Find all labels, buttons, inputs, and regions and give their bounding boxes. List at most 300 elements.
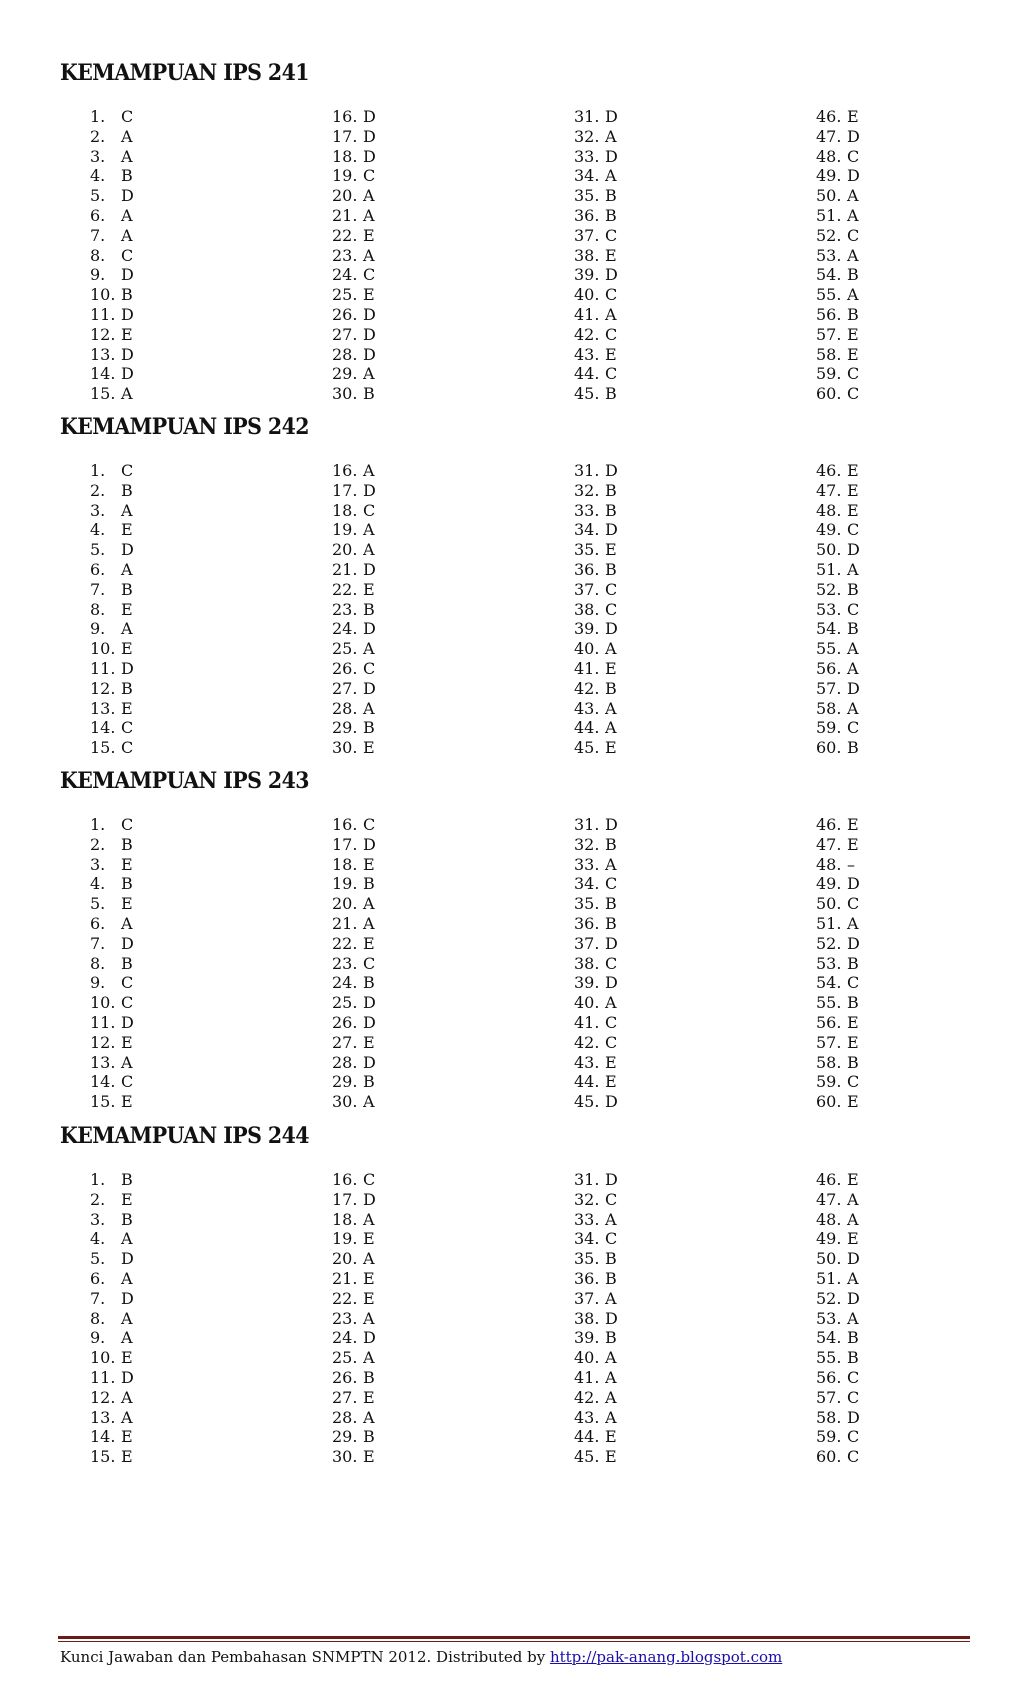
answer-row — [332, 639, 375, 659]
answer-letter: A — [605, 993, 617, 1013]
question-number: 59. — [816, 1072, 842, 1092]
answer-row — [816, 186, 859, 206]
question-number: 35. — [574, 186, 600, 206]
answer-letter: D — [121, 540, 134, 560]
answer-row — [332, 914, 375, 934]
answer-row — [90, 718, 133, 738]
question-number: 9. — [90, 1328, 106, 1348]
answer-row — [574, 1447, 617, 1467]
answer-letter: A — [121, 619, 133, 639]
answer-row — [816, 934, 860, 954]
answer-letter: D — [847, 1288, 860, 1308]
question-number: 58. — [816, 344, 842, 364]
answer-row — [574, 815, 618, 835]
answer-letter: B — [847, 953, 859, 973]
answer-letter: C — [847, 1368, 860, 1387]
answer-letter: C — [605, 1229, 618, 1249]
answer-letter: E — [605, 738, 617, 758]
answer-row — [332, 1427, 375, 1447]
answer-row — [574, 835, 617, 855]
question-number: 51. — [816, 914, 842, 933]
answer-letter: A — [605, 1407, 617, 1427]
answer-row — [816, 461, 859, 481]
question-number: 27. — [332, 1032, 358, 1052]
answer-row — [90, 1328, 133, 1348]
answer-letter: E — [847, 1229, 859, 1249]
question-number: 29. — [332, 364, 358, 384]
answer-row — [90, 679, 133, 699]
question-number: 40. — [574, 993, 600, 1013]
question-number: 43. — [574, 1052, 600, 1072]
answer-letter: E — [363, 933, 375, 953]
answer-row — [574, 659, 617, 679]
question-number: 5. — [90, 540, 106, 560]
answer-row — [574, 600, 617, 620]
question-number: 4. — [90, 166, 106, 186]
question-number: 31. — [574, 461, 600, 480]
answer-letter: B — [605, 894, 617, 914]
question-number: 8. — [90, 953, 106, 973]
question-number: 43. — [574, 1407, 600, 1427]
answer-row — [332, 1348, 375, 1368]
answer-letter: E — [605, 1447, 617, 1467]
answer-row — [574, 206, 617, 226]
answer-row — [332, 107, 376, 127]
answer-letter: D — [847, 1249, 860, 1269]
answer-letter: E — [121, 324, 133, 344]
answer-row — [816, 1289, 860, 1309]
answer-letter: D — [363, 146, 376, 166]
section-title: KEMAMPUAN IPS 244 — [60, 1123, 309, 1149]
question-number: 23. — [332, 245, 358, 265]
question-number: 40. — [574, 639, 600, 659]
answer-row — [816, 1309, 859, 1329]
question-number: 17. — [332, 480, 358, 500]
question-number: 3. — [90, 1209, 106, 1229]
answer-row — [816, 1328, 859, 1348]
answer-row — [90, 639, 133, 659]
answer-row — [574, 1289, 617, 1309]
question-number: 27. — [332, 678, 358, 698]
answer-letter: E — [363, 285, 375, 305]
answer-row — [816, 127, 860, 147]
answer-letter: A — [847, 1189, 859, 1209]
question-number: 5. — [90, 186, 106, 206]
answer-letter: B — [847, 993, 859, 1013]
answer-letter: C — [121, 993, 134, 1013]
question-number: 58. — [816, 698, 842, 718]
question-number: 22. — [332, 225, 358, 245]
answer-letter: E — [121, 1189, 133, 1209]
answer-row — [574, 461, 618, 481]
question-number: 11. — [90, 1368, 116, 1387]
answer-row — [90, 993, 133, 1013]
question-number: 55. — [816, 285, 842, 305]
answer-letter: D — [363, 619, 376, 639]
question-number: 32. — [574, 1189, 600, 1209]
question-number: 44. — [574, 1427, 600, 1447]
question-number: 59. — [816, 364, 842, 384]
answer-letter: C — [847, 520, 860, 540]
answer-letter: A — [363, 698, 375, 718]
question-number: 9. — [90, 973, 106, 993]
question-number: 12. — [90, 678, 116, 698]
answer-letter: C — [847, 146, 860, 166]
answer-row — [332, 815, 375, 835]
answer-letter: A — [363, 364, 375, 384]
question-number: 6. — [90, 914, 106, 933]
answer-letter: C — [121, 461, 134, 480]
question-number: 14. — [90, 718, 116, 738]
answer-letter: B — [847, 738, 859, 758]
question-number: 47. — [816, 834, 842, 854]
answer-letter: D — [605, 265, 618, 285]
answer-row — [574, 1348, 617, 1368]
answer-letter: E — [363, 1032, 375, 1052]
answer-row — [90, 147, 133, 167]
question-number: 29. — [332, 1072, 358, 1092]
answer-letter: B — [121, 285, 133, 305]
answer-row — [332, 1170, 375, 1190]
answer-row — [332, 1309, 375, 1329]
answer-letter: B — [121, 1209, 133, 1229]
answer-letter: B — [121, 579, 133, 599]
answer-row — [574, 855, 617, 875]
answer-letter: C — [363, 659, 376, 678]
answer-row — [816, 835, 859, 855]
answer-row — [332, 501, 375, 521]
answer-letter: A — [847, 186, 859, 206]
answer-row — [90, 835, 133, 855]
answer-letter: A — [363, 1092, 375, 1112]
answer-letter: C — [847, 1387, 860, 1407]
answer-row — [90, 540, 134, 560]
question-number: 46. — [816, 461, 842, 480]
answer-letter: B — [605, 186, 617, 206]
answer-letter: C — [121, 107, 134, 126]
answer-letter: D — [121, 186, 134, 206]
answer-row — [574, 1170, 618, 1190]
question-number: 52. — [816, 225, 842, 245]
answer-row — [816, 384, 859, 404]
answer-letter: C — [605, 1189, 618, 1209]
answer-letter: C — [605, 364, 618, 384]
answer-row — [816, 481, 859, 501]
answer-row — [90, 1210, 133, 1230]
question-number: 13. — [90, 1052, 116, 1072]
question-number: 19. — [332, 874, 358, 894]
answer-row — [332, 835, 376, 855]
answer-letter: C — [605, 285, 618, 305]
answer-letter: C — [847, 894, 860, 914]
answer-letter: E — [847, 480, 859, 500]
question-number: 27. — [332, 1387, 358, 1407]
answer-letter: A — [363, 1209, 375, 1229]
answer-row — [90, 699, 133, 719]
question-number: 42. — [574, 1032, 600, 1052]
answer-row — [574, 894, 617, 914]
footer-link[interactable]: http://pak-anang.blogspot.com — [549, 1648, 783, 1666]
answer-letter: B — [605, 678, 617, 698]
answer-letter: B — [121, 678, 133, 698]
question-number: 52. — [816, 1288, 842, 1308]
answer-letter: E — [363, 1447, 375, 1467]
question-number: 33. — [574, 854, 600, 874]
answer-letter: E — [121, 698, 133, 718]
answer-letter: E — [363, 738, 375, 758]
answer-letter: B — [605, 206, 617, 225]
question-number: 20. — [332, 540, 358, 560]
question-number: 12. — [90, 1387, 116, 1407]
question-number: 33. — [574, 500, 600, 520]
question-number: 13. — [90, 698, 116, 718]
answer-row — [90, 1053, 133, 1073]
answer-letter: A — [363, 461, 375, 480]
answer-letter: B — [363, 384, 375, 404]
answer-letter: D — [121, 364, 134, 384]
answer-row — [816, 738, 859, 758]
answer-letter: C — [847, 1427, 860, 1447]
question-number: 36. — [574, 560, 600, 579]
question-number: 18. — [332, 500, 358, 520]
question-number: 14. — [90, 1427, 116, 1447]
answer-letter: A — [121, 560, 133, 579]
answer-letter: A — [363, 540, 375, 560]
question-number: 54. — [816, 265, 842, 285]
answer-row — [332, 285, 375, 305]
question-number: 35. — [574, 894, 600, 914]
answer-letter: C — [363, 166, 376, 186]
question-number: 17. — [332, 126, 358, 146]
answer-letter: A — [363, 894, 375, 914]
question-number: 35. — [574, 1249, 600, 1269]
answer-letter: A — [847, 285, 859, 305]
section-title: KEMAMPUAN IPS 242 — [60, 414, 309, 440]
answer-letter: D — [363, 678, 376, 698]
question-number: 40. — [574, 285, 600, 305]
answer-letter: B — [363, 718, 375, 738]
answer-row — [90, 1427, 133, 1447]
question-number: 26. — [332, 1013, 358, 1032]
question-number: 10. — [90, 1348, 116, 1368]
question-number: 50. — [816, 894, 842, 914]
question-number: 36. — [574, 1269, 600, 1288]
question-number: 14. — [90, 1072, 116, 1092]
question-number: 45. — [574, 1092, 600, 1112]
answer-letter: C — [605, 874, 618, 894]
answer-letter: D — [121, 265, 134, 285]
answer-letter: A — [121, 1328, 133, 1348]
answer-letter: B — [605, 1249, 617, 1269]
footer-rule-thin — [58, 1641, 970, 1642]
question-number: 31. — [574, 815, 600, 834]
question-number: 25. — [332, 639, 358, 659]
answer-row — [816, 520, 859, 540]
answer-letter: E — [847, 815, 859, 834]
answer-letter: D — [363, 560, 376, 579]
question-number: 41. — [574, 659, 600, 678]
answer-letter: B — [363, 599, 375, 619]
question-number: 4. — [90, 1229, 106, 1249]
question-number: 22. — [332, 579, 358, 599]
question-number: 11. — [90, 305, 116, 324]
answer-row — [574, 265, 618, 285]
question-number: 15. — [90, 1092, 116, 1112]
question-number: 49. — [816, 1229, 842, 1249]
question-number: 59. — [816, 1427, 842, 1447]
answer-row — [90, 874, 133, 894]
answer-row — [816, 619, 859, 639]
answer-letter: D — [363, 834, 376, 854]
answer-row — [332, 520, 375, 540]
question-number: 32. — [574, 126, 600, 146]
answer-letter: B — [847, 305, 859, 324]
question-number: 48. — [816, 1209, 842, 1229]
question-number: 2. — [90, 126, 106, 146]
answer-row — [90, 619, 133, 639]
answer-row — [90, 364, 134, 384]
answer-row — [90, 305, 134, 325]
answer-letter: C — [847, 1447, 860, 1467]
answer-letter: A — [363, 1308, 375, 1328]
question-number: 55. — [816, 993, 842, 1013]
question-number: 49. — [816, 520, 842, 540]
question-number: 24. — [332, 265, 358, 285]
answer-letter: C — [605, 1013, 618, 1032]
question-number: 6. — [90, 1269, 106, 1288]
answer-row — [574, 1368, 617, 1388]
answer-letter: – — [847, 854, 855, 874]
answer-letter: B — [121, 874, 133, 894]
question-number: 50. — [816, 186, 842, 206]
answer-row — [332, 1269, 375, 1289]
answer-letter: D — [847, 540, 860, 560]
answer-letter: C — [847, 718, 860, 738]
footer-rule-thick — [58, 1636, 970, 1639]
footer — [60, 1648, 782, 1666]
answer-letter: C — [363, 265, 376, 285]
question-number: 23. — [332, 599, 358, 619]
answer-letter: D — [363, 324, 376, 344]
answer-row — [332, 1092, 375, 1112]
answer-letter: B — [605, 384, 617, 404]
answer-row — [816, 874, 860, 894]
answer-letter: D — [847, 874, 860, 894]
question-number: 16. — [332, 1170, 358, 1189]
question-number: 7. — [90, 579, 106, 599]
answer-row — [332, 855, 375, 875]
answer-row — [816, 345, 859, 365]
answer-row — [90, 285, 133, 305]
answer-letter: C — [605, 599, 618, 619]
question-number: 4. — [90, 874, 106, 894]
question-number: 10. — [90, 285, 116, 305]
answer-row — [90, 973, 133, 993]
question-number: 5. — [90, 1249, 106, 1269]
answer-letter: A — [847, 659, 859, 678]
answer-row — [332, 540, 375, 560]
answer-letter: A — [847, 639, 859, 659]
answer-letter: E — [847, 1013, 859, 1032]
answer-letter: B — [121, 834, 133, 854]
answer-row — [90, 246, 133, 266]
answer-row — [816, 1348, 859, 1368]
answer-row — [816, 501, 859, 521]
answer-row — [90, 1229, 133, 1249]
question-number: 6. — [90, 560, 106, 579]
question-number: 53. — [816, 245, 842, 265]
question-number: 56. — [816, 659, 842, 678]
answer-letter: A — [363, 245, 375, 265]
question-number: 2. — [90, 1189, 106, 1209]
answer-row — [90, 1249, 134, 1269]
answer-letter: D — [363, 480, 376, 500]
answer-letter: B — [121, 166, 133, 186]
answer-letter: B — [605, 560, 617, 579]
answer-letter: D — [605, 461, 618, 480]
answer-row — [816, 1249, 860, 1269]
answer-row — [90, 894, 133, 914]
question-number: 20. — [332, 186, 358, 206]
answer-row — [574, 520, 618, 540]
answer-row — [332, 1408, 375, 1428]
answer-row — [90, 501, 133, 521]
answer-row — [816, 600, 859, 620]
question-number: 11. — [90, 1013, 116, 1032]
question-number: 48. — [816, 500, 842, 520]
answer-row — [574, 639, 617, 659]
answer-letter: E — [363, 1229, 375, 1249]
answer-row — [90, 1269, 133, 1289]
answer-row — [90, 815, 133, 835]
answer-row — [90, 1368, 134, 1388]
question-number: 51. — [816, 206, 842, 225]
question-number: 51. — [816, 1269, 842, 1288]
question-number: 13. — [90, 344, 116, 364]
answer-letter: E — [847, 1170, 859, 1189]
answer-letter: E — [605, 540, 617, 560]
answer-row — [816, 1190, 859, 1210]
answer-letter: D — [605, 146, 618, 166]
answer-letter: D — [363, 107, 376, 126]
answer-letter: A — [363, 520, 375, 540]
answer-letter: E — [847, 1032, 859, 1052]
answer-row — [332, 1013, 376, 1033]
question-number: 3. — [90, 854, 106, 874]
answer-row — [332, 147, 376, 167]
answer-letter: B — [363, 1368, 375, 1387]
answer-row — [332, 1053, 376, 1073]
question-number: 55. — [816, 639, 842, 659]
answer-letter: B — [121, 953, 133, 973]
question-number: 36. — [574, 914, 600, 933]
answer-row — [574, 738, 617, 758]
question-number: 42. — [574, 1387, 600, 1407]
question-number: 50. — [816, 1249, 842, 1269]
answer-letter: D — [847, 1407, 860, 1427]
question-number: 31. — [574, 1170, 600, 1189]
answer-letter: C — [121, 738, 134, 758]
answer-letter: D — [847, 933, 860, 953]
answer-letter: C — [121, 245, 134, 265]
answer-letter: A — [847, 560, 859, 579]
answer-row — [332, 1229, 375, 1249]
answer-row — [332, 1249, 375, 1269]
question-number: 15. — [90, 384, 116, 404]
question-number: 57. — [816, 324, 842, 344]
answer-letter: E — [121, 1348, 133, 1368]
question-number: 38. — [574, 1308, 600, 1328]
